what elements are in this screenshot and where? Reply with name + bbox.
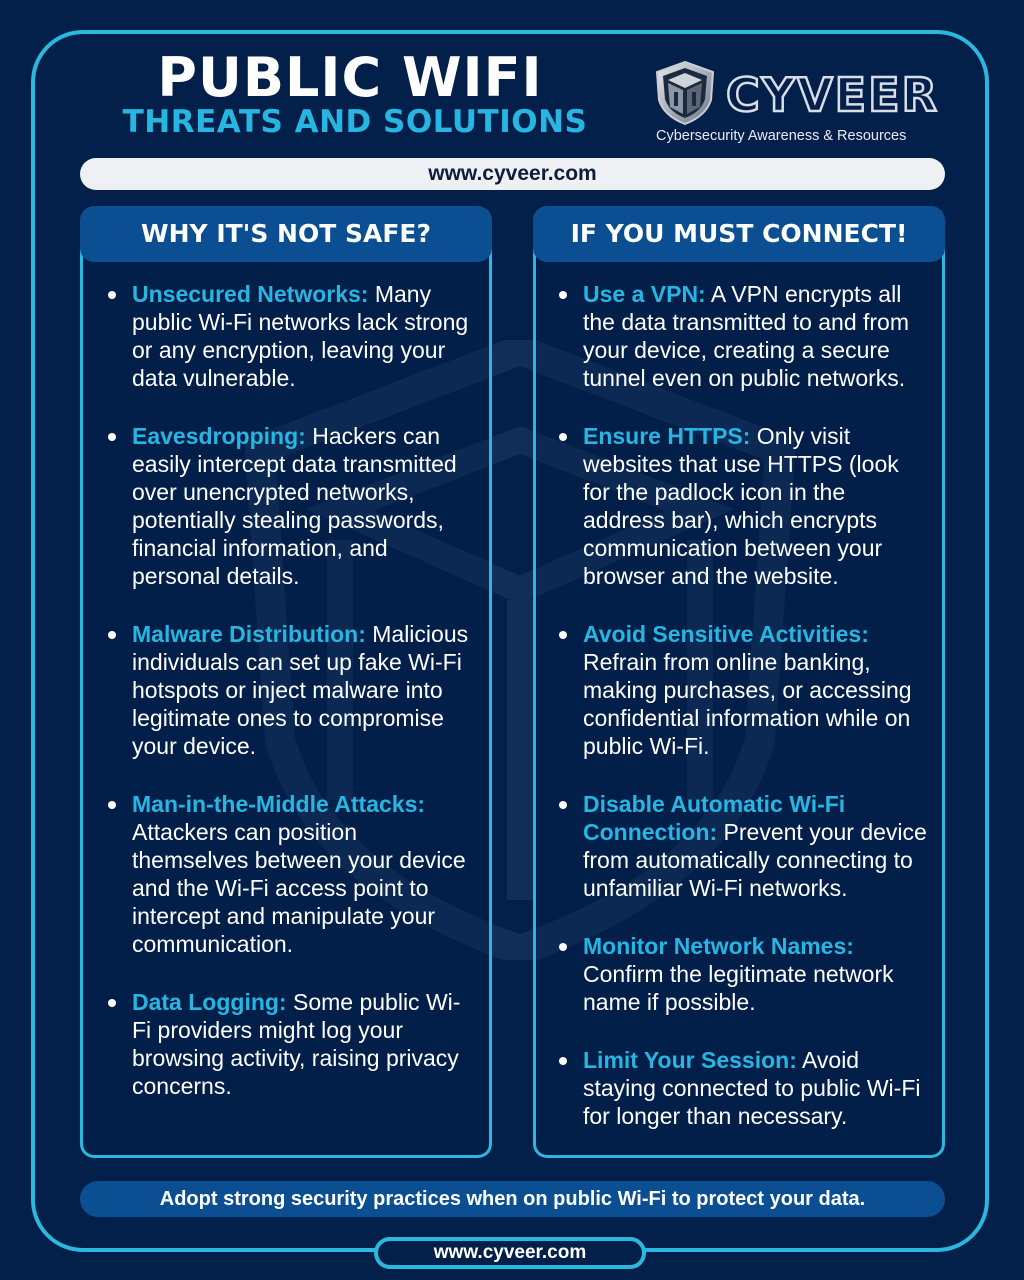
bullet-icon xyxy=(559,433,567,441)
bullet-icon xyxy=(108,631,116,639)
list-item xyxy=(553,1046,931,1130)
footer-message: Adopt strong security practices when on public Wi-Fi to protect your data. xyxy=(80,1181,945,1217)
item-key: Ensure HTTPS: xyxy=(583,423,751,449)
bullet-icon xyxy=(559,631,567,639)
item-text: Avoid staying connected to public Wi-Fi for longer than necessary. xyxy=(583,1047,921,1129)
item-key: Use a VPN: xyxy=(583,281,706,307)
item-key: Disable Automatic Wi-Fi Connection: xyxy=(583,791,846,845)
item-key: Eavesdropping: xyxy=(132,423,306,449)
bullet-icon xyxy=(108,433,116,441)
list-item xyxy=(553,280,931,392)
page-title: PUBLIC WIFI xyxy=(157,46,543,109)
item-text: Prevent your device from automatically connecting to unfamiliar Wi-Fi networks. xyxy=(583,819,927,901)
footer-url-link[interactable]: www.cyveer.com xyxy=(374,1237,646,1269)
bullet-icon xyxy=(108,999,116,1007)
item-text: Hackers can easily intercept data transmitted over unencrypted networks, potentially stealing passwords, financial information, and personal details. xyxy=(132,423,457,589)
page-subtitle: THREATS AND SOLUTIONS xyxy=(122,104,588,140)
item-text: Some public Wi-Fi providers might log your browsing activity, raising privacy concerns. xyxy=(132,989,461,1099)
list-item xyxy=(553,932,931,1016)
item-key: Man-in-the-Middle Attacks: xyxy=(132,791,426,817)
threats-column xyxy=(80,206,492,1158)
item-text: Only visit websites that use HTTPS (look for the padlock icon in the address bar), which encrypts communication between your browser and the website. xyxy=(583,423,899,589)
bullet-icon xyxy=(559,291,567,299)
list-item xyxy=(102,988,478,1100)
list-item xyxy=(553,620,931,760)
item-text: Refrain from online banking, making purchases, or accessing confidential information while on public Wi-Fi. xyxy=(583,649,912,759)
solutions-list xyxy=(553,280,931,1160)
brand-logo xyxy=(654,60,944,150)
list-item xyxy=(102,422,478,590)
item-text: Attackers can position themselves between your device and the Wi-Fi access point to intercept and manipulate your communication. xyxy=(132,819,466,957)
item-key: Limit Your Session: xyxy=(583,1047,797,1073)
bullet-icon xyxy=(559,1057,567,1065)
shield-logo-icon xyxy=(654,60,716,126)
bullet-icon xyxy=(559,801,567,809)
bullet-icon xyxy=(108,291,116,299)
bullet-icon xyxy=(108,801,116,809)
list-item xyxy=(102,280,478,392)
item-text: Confirm the legitimate network name if possible. xyxy=(583,961,894,1015)
item-text: Many public Wi-Fi networks lack strong or any encryption, leaving your data vulnerable. xyxy=(132,281,469,391)
brand-name: CYVEER xyxy=(726,68,939,122)
bullet-icon xyxy=(559,943,567,951)
brand-tagline: Cybersecurity Awareness & Resources xyxy=(656,128,907,144)
item-text: A VPN encrypts all the data transmitted to and from your device, creating a secure tunnel even on public networks. xyxy=(583,281,910,391)
solutions-heading: IF YOU MUST CONNECT! xyxy=(533,206,945,262)
item-key: Avoid Sensitive Activities: xyxy=(583,621,869,647)
item-key: Malware Distribution: xyxy=(132,621,366,647)
list-item xyxy=(102,790,478,958)
item-text: Malicious individuals can set up fake Wi-Fi hotspots or inject malware into legitimate ones to compromise your device. xyxy=(132,621,469,759)
list-item xyxy=(102,620,478,760)
list-item xyxy=(553,422,931,590)
solutions-column xyxy=(533,206,945,1158)
item-key: Unsecured Networks: xyxy=(132,281,369,307)
threats-heading: WHY IT'S NOT SAFE? xyxy=(80,206,492,262)
list-item xyxy=(553,790,931,902)
item-key: Data Logging: xyxy=(132,989,287,1015)
website-url-banner[interactable]: www.cyveer.com xyxy=(80,158,945,190)
item-key: Monitor Network Names: xyxy=(583,933,854,959)
threats-list xyxy=(102,280,478,1130)
